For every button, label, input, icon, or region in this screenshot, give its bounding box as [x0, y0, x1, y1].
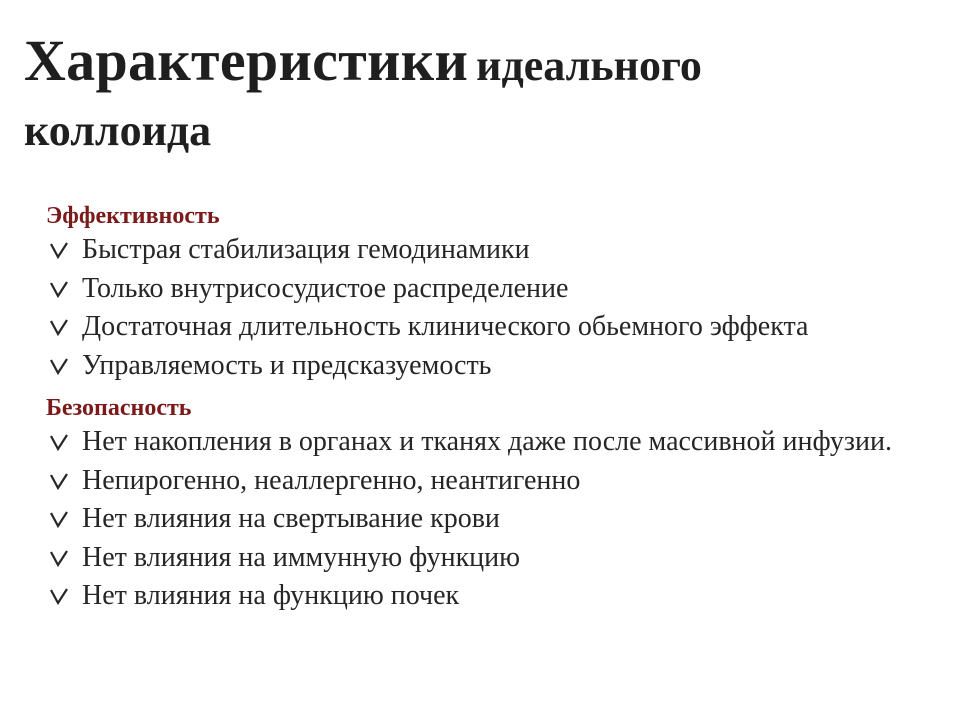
check-icon [50, 511, 68, 529]
check-icon [50, 434, 68, 452]
list-item-text: Непирогенно, неаллергенно, неантигенно [82, 464, 581, 496]
title-word-2: идеального [476, 41, 702, 90]
list-item [46, 543, 926, 573]
check-icon [50, 242, 68, 260]
check-icon [50, 550, 68, 568]
list-item-text: Нет влияния на функцию почек [82, 580, 460, 611]
list-item [46, 235, 926, 265]
efficacy-list [46, 235, 926, 381]
list-item [46, 274, 926, 304]
safety-list [46, 427, 926, 611]
check-icon [50, 588, 68, 606]
title-word-3: коллоида [24, 106, 212, 155]
list-item [46, 581, 926, 611]
list-item [46, 351, 926, 381]
title-word-1: Характеристики [24, 28, 469, 93]
list-item-text: Управляемость и предсказуемость [82, 349, 492, 381]
check-icon [50, 358, 68, 376]
list-item [46, 466, 926, 496]
section-efficacy [46, 197, 926, 381]
check-icon [50, 319, 68, 337]
check-icon [50, 473, 68, 491]
section-heading-safety: Безопасность [46, 395, 192, 421]
list-item-text: Нет накопления в органах и тканях даже после массивной инфузии. [82, 426, 892, 457]
section-heading-efficacy: Эффективность [46, 203, 220, 229]
list-item [46, 312, 926, 342]
list-item [46, 427, 926, 457]
list-item-text: Нет влияния на свертывание крови [82, 503, 500, 534]
slide-content [46, 197, 926, 620]
list-item-text: Достаточная длительность клинического обьемного эффекта [82, 311, 809, 342]
section-safety [46, 389, 926, 611]
list-item [46, 504, 926, 534]
list-item-text: Быстрая стабилизация гемодинамики [82, 234, 530, 265]
list-item-text: Нет влияния на иммунную функцию [82, 541, 521, 573]
slide-title [24, 30, 924, 165]
check-icon [50, 281, 68, 299]
list-item-text: Только внутрисосудистое распределение [82, 272, 569, 304]
